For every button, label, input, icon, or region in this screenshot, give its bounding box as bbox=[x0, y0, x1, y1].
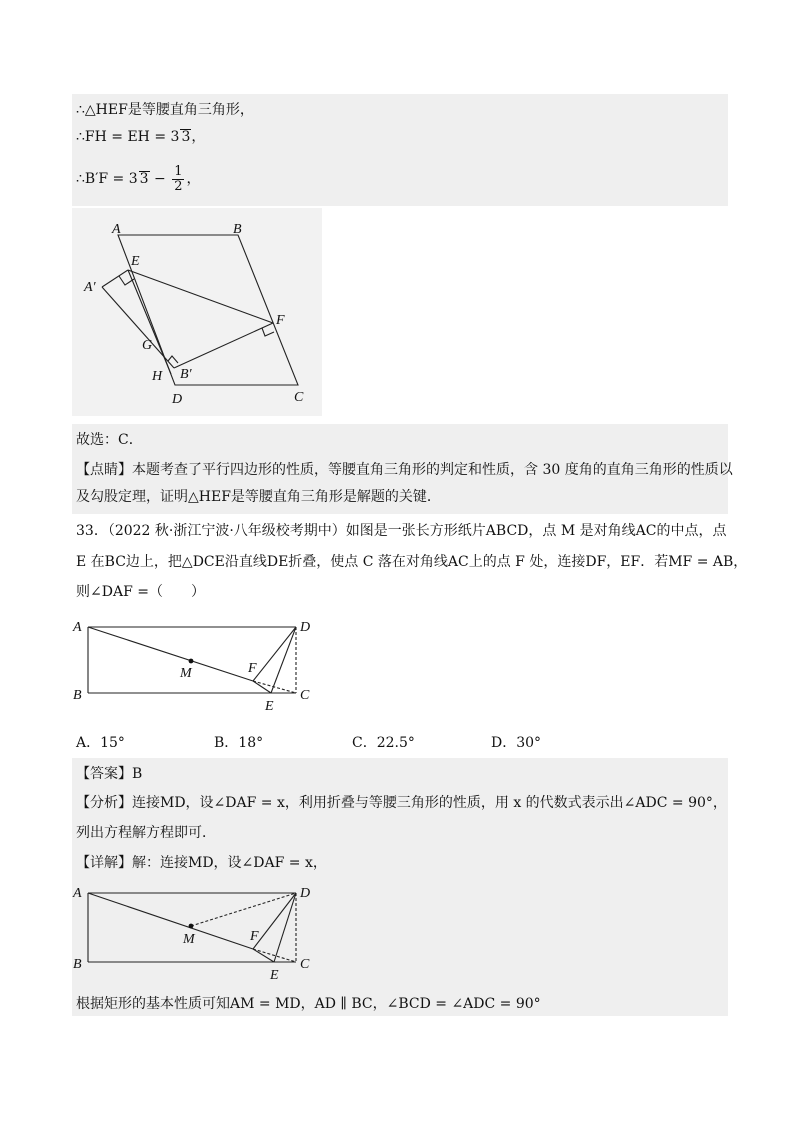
label-b1: B′ bbox=[180, 367, 192, 382]
label-a: A bbox=[73, 886, 82, 901]
segment-df bbox=[253, 627, 296, 681]
label-e: E bbox=[265, 699, 274, 714]
label-b: B bbox=[73, 957, 82, 972]
segment-df bbox=[253, 893, 296, 949]
label-d: D bbox=[300, 620, 311, 635]
label-c: C bbox=[300, 957, 310, 972]
label-f: F bbox=[248, 661, 257, 676]
sqrt-3: 3 bbox=[181, 129, 191, 145]
diagonal-af bbox=[88, 893, 253, 949]
conclusion-line-2 bbox=[76, 127, 205, 147]
segment-b1f bbox=[174, 323, 273, 368]
label-f: F bbox=[276, 313, 285, 328]
eq-fh-eh: ∴FH = EH = 3 bbox=[76, 129, 180, 145]
label-c: C bbox=[294, 390, 304, 405]
option-d[interactable]: D．30° bbox=[491, 735, 542, 751]
punct: ， bbox=[191, 129, 206, 145]
rectangle-figure-question bbox=[70, 612, 330, 722]
rectangle-figure-solution bbox=[70, 878, 330, 988]
option-c[interactable]: C．22.5° bbox=[352, 735, 415, 751]
label-e: E bbox=[131, 254, 140, 269]
analysis-line-1: 【分析】连接MD，设∠DAF = x，利用折叠与等腰三角形的性质，用 x 的代数式表示出∠ADC = 90°， bbox=[76, 795, 727, 811]
option-b[interactable]: B．18° bbox=[214, 735, 264, 751]
label-c: C bbox=[300, 688, 310, 703]
detail-line: 【详解】解：连接MD，设∠DAF = x， bbox=[76, 855, 327, 871]
right-angle-f bbox=[262, 328, 274, 336]
segment-fe bbox=[253, 681, 271, 693]
label-a1: A′ bbox=[84, 280, 96, 295]
segment-ef bbox=[128, 270, 273, 323]
eq-bf: ∴B′F = 3 bbox=[76, 171, 138, 187]
question-33-line-2: E 在BC边上，把△DCE沿直线DE折叠，使点 C 落在对角线AC上的点 F 处，连接DF，EF．若MF = AB， bbox=[76, 554, 748, 570]
conclusion-line-1: ∴△HEF是等腰直角三角形， bbox=[76, 102, 254, 118]
answer-line: 故选：C． bbox=[76, 432, 143, 448]
label-f: F bbox=[250, 929, 259, 944]
point-m bbox=[189, 924, 194, 929]
comment-line-1: 【点睛】本题考查了平行四边形的性质，等腰直角三角形的判定和性质，含 30 度角的直角三角形的性质以 bbox=[76, 462, 733, 478]
frac-den: 2 bbox=[174, 178, 183, 194]
right-angle-b1 bbox=[168, 356, 178, 363]
comment-line-2: 及勾股定理，证明△HEF是等腰直角三角形是解题的关键． bbox=[76, 489, 441, 505]
diagonal-af bbox=[88, 627, 253, 681]
answer-label: 【答案】B bbox=[76, 766, 143, 782]
label-d: D bbox=[172, 392, 183, 407]
label-b: B bbox=[233, 222, 242, 237]
punct: ， bbox=[186, 171, 201, 187]
segment-de bbox=[274, 893, 296, 962]
minus-sign: − bbox=[149, 171, 171, 187]
question-33-line-3: 则∠DAF =（ ） bbox=[76, 584, 205, 600]
conclusion-line-3 bbox=[76, 164, 200, 194]
parallelogram-figure bbox=[72, 208, 322, 416]
label-m: M bbox=[183, 932, 195, 947]
fraction-half bbox=[172, 165, 184, 194]
question-33-line-1: 33．（2022 秋·浙江宁波·八年级校考期中）如图是一张长方形纸片ABCD，点 M 是对角线AC的中点，点 bbox=[76, 523, 727, 539]
analysis-line-2: 列出方程解方程即可． bbox=[76, 825, 216, 841]
label-a: A bbox=[112, 222, 121, 237]
option-a[interactable]: A．15° bbox=[76, 735, 125, 751]
dashed-md bbox=[191, 893, 296, 926]
label-g: G bbox=[142, 338, 153, 353]
right-angle-e bbox=[119, 276, 134, 285]
sqrt-3b: 3 bbox=[139, 171, 149, 187]
label-e: E bbox=[270, 968, 279, 983]
segment-fe bbox=[253, 949, 274, 962]
property-line: 根据矩形的基本性质可知AM = MD，AD ∥ BC，∠BCD = ∠ADC = 90° bbox=[76, 996, 541, 1012]
label-h: H bbox=[152, 369, 163, 384]
label-a: A bbox=[73, 620, 82, 635]
point-m bbox=[189, 659, 194, 664]
segment-de bbox=[271, 627, 296, 693]
frac-num: 1 bbox=[174, 163, 183, 179]
label-b: B bbox=[73, 688, 82, 703]
label-m: M bbox=[180, 666, 192, 681]
segment-eh bbox=[128, 270, 171, 374]
label-d: D bbox=[300, 886, 311, 901]
